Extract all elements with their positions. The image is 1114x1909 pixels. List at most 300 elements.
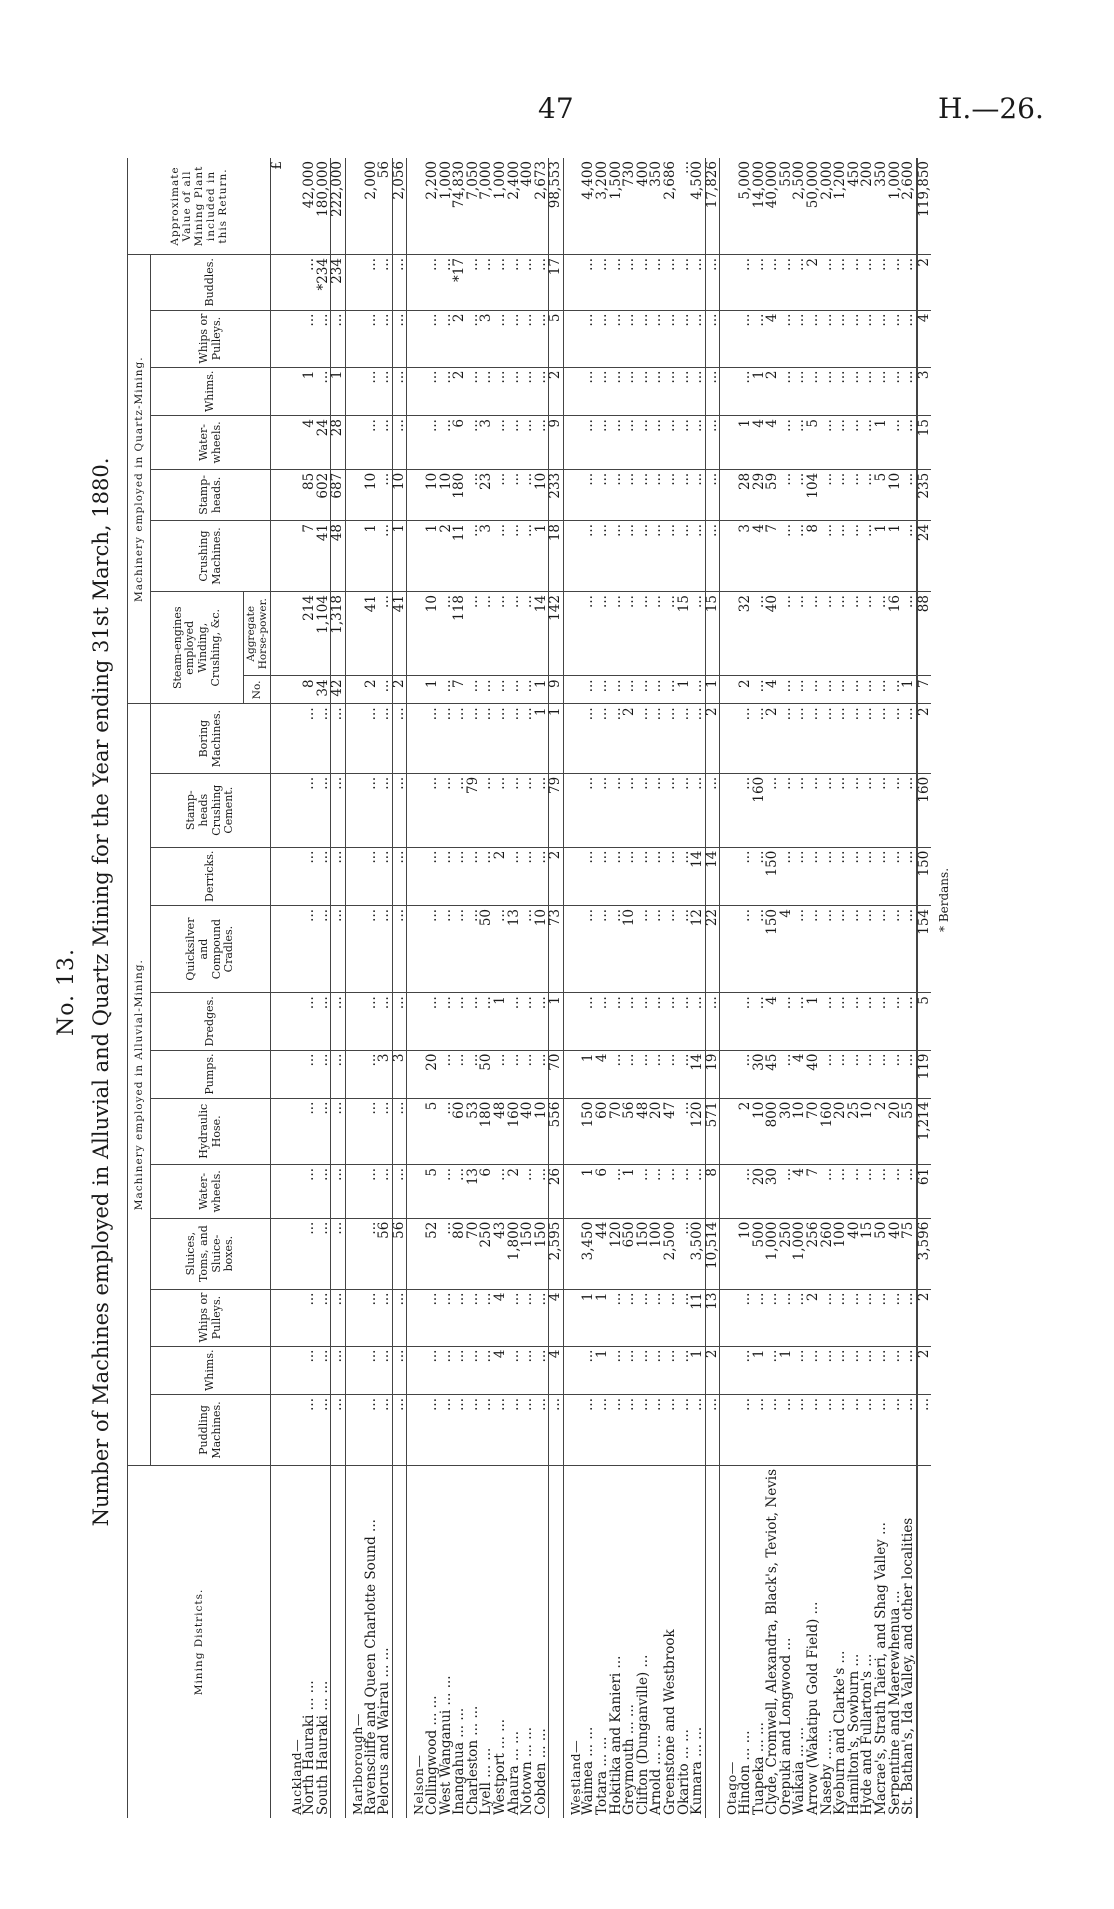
cell: ... <box>780 704 794 773</box>
cell: ... <box>875 1289 889 1346</box>
cell: 50,000 <box>807 158 821 255</box>
cell: ... <box>664 592 678 676</box>
cell: ... <box>508 704 522 773</box>
cell: 1 <box>494 993 508 1050</box>
cell: 260 <box>821 1218 835 1289</box>
district-name <box>917 1465 932 1818</box>
cell: 4 <box>494 1289 508 1346</box>
cell: 1 <box>426 520 440 591</box>
cell: ... <box>664 905 678 992</box>
cell: ... <box>739 704 753 773</box>
cell: 75 <box>902 1218 917 1289</box>
cell: ... <box>753 676 767 704</box>
cell: ... <box>678 158 692 255</box>
cell: 222,000 <box>331 158 346 255</box>
cell: 214 <box>303 592 317 676</box>
cell: ... <box>705 255 720 311</box>
cell: ... <box>780 1289 794 1346</box>
cell: 4 <box>303 416 317 470</box>
cell: ... <box>861 367 875 415</box>
column-header-q-water-wheels: Water-wheels. <box>151 416 271 470</box>
cell: 1,200 <box>834 158 848 255</box>
cell: ... <box>392 1395 407 1466</box>
cell: ... <box>917 1395 932 1466</box>
cell: 233 <box>549 469 564 520</box>
cell: ... <box>426 993 440 1050</box>
cell: 9 <box>549 676 564 704</box>
cell: ... <box>453 1395 467 1466</box>
cell: ... <box>889 905 903 992</box>
cell: ... <box>365 1050 379 1098</box>
cell: 40 <box>766 592 780 676</box>
column-header-derricks: Derricks. <box>151 847 271 905</box>
cell: 70 <box>807 1098 821 1164</box>
cell: ... <box>365 1289 379 1346</box>
cell: ... <box>793 847 807 905</box>
cell: 150 <box>637 1218 651 1289</box>
cell: ... <box>739 1164 753 1218</box>
cell: 1 <box>392 520 407 591</box>
cell: ... <box>596 773 610 847</box>
cell: ... <box>467 520 481 591</box>
cell: 42,000 <box>303 158 317 255</box>
cell: 1 <box>753 1346 767 1394</box>
cell: ... <box>650 367 664 415</box>
cell: ... <box>303 1164 317 1218</box>
cell: 250 <box>480 1218 494 1289</box>
cell: ... <box>848 1395 862 1466</box>
cell: ... <box>753 1395 767 1466</box>
cell: 41 <box>365 592 379 676</box>
cell: ... <box>378 773 392 847</box>
cell: ... <box>303 1395 317 1466</box>
cell: ... <box>821 773 835 847</box>
table-row <box>902 158 917 1818</box>
column-header-q-whips: Whips or Pulleys. <box>151 310 271 367</box>
cell: ... <box>494 773 508 847</box>
cell: 556 <box>549 1098 564 1164</box>
cell: ... <box>392 1289 407 1346</box>
cell: ... <box>303 1218 317 1289</box>
cell: 4 <box>549 1289 564 1346</box>
district-name: St. Bathan's, Ida Valley, and other localities <box>900 1517 917 1815</box>
cell: 56 <box>623 1098 637 1164</box>
cell: ... <box>549 1395 564 1466</box>
cell: ... <box>494 310 508 367</box>
cell: 19 <box>705 1050 720 1098</box>
cell <box>345 416 364 470</box>
column-header-value: Approximate Value of all Mining Plant included in this Return. <box>128 158 271 255</box>
cell: 42 <box>331 676 346 704</box>
cell: ... <box>834 1164 848 1218</box>
cell: 602 <box>317 469 331 520</box>
cell: 55 <box>902 1098 917 1164</box>
region-row <box>720 158 739 1818</box>
cell: ... <box>848 993 862 1050</box>
column-header-water-wheels: Water-wheels. <box>151 1164 271 1218</box>
cell: 800 <box>766 1098 780 1164</box>
cell <box>345 1050 364 1098</box>
table-row <box>467 158 481 1818</box>
cell: ... <box>331 704 346 773</box>
cell: ... <box>705 1395 720 1466</box>
cell: 1,318 <box>331 592 346 676</box>
cell: 1 <box>889 520 903 591</box>
cell: 40 <box>521 1098 535 1164</box>
total-row <box>549 158 564 1818</box>
cell: 160 <box>917 773 932 847</box>
district-name: Macrae's, Strath Taieri, and Shag Valley ... <box>872 1522 889 1815</box>
cell: ... <box>650 704 664 773</box>
cell: ... <box>392 905 407 992</box>
cell: ... <box>392 1346 407 1394</box>
cell: 1 <box>365 520 379 591</box>
cell: 2 <box>875 1098 889 1164</box>
cell: ... <box>426 1346 440 1394</box>
cell <box>345 704 364 773</box>
cell: ... <box>861 847 875 905</box>
cell: ... <box>753 592 767 676</box>
cell: ... <box>739 1050 753 1098</box>
cell: ... <box>521 592 535 676</box>
cell: ... <box>453 1164 467 1218</box>
cell: ... <box>317 905 331 992</box>
cell: ... <box>848 416 862 470</box>
cell: ... <box>303 1289 317 1346</box>
cell: ... <box>902 1395 917 1466</box>
cell: ... <box>610 773 624 847</box>
cell: ... <box>596 847 610 905</box>
cell: ... <box>848 1289 862 1346</box>
cell: ... <box>678 704 692 773</box>
cell: ... <box>365 1346 379 1394</box>
cell: ... <box>875 255 889 311</box>
cell: ... <box>453 1289 467 1346</box>
cell: ... <box>902 847 917 905</box>
cell <box>345 367 364 415</box>
cell: ... <box>821 1289 835 1346</box>
cell: ... <box>834 773 848 847</box>
cell: ... <box>875 310 889 367</box>
cell: ... <box>467 255 481 311</box>
cell: ... <box>664 1289 678 1346</box>
cell: 79 <box>467 773 481 847</box>
cell: ... <box>623 310 637 367</box>
column-header-whips: Whips or Pulleys. <box>151 1289 271 1346</box>
cell: ... <box>678 1346 692 1394</box>
cell: ... <box>508 993 522 1050</box>
cell: ... <box>623 367 637 415</box>
cell: 150 <box>766 847 780 905</box>
cell: ... <box>535 1164 549 1218</box>
total-row <box>705 158 720 1818</box>
cell: ... <box>521 905 535 992</box>
cell: ... <box>426 310 440 367</box>
cell: 17,826 <box>705 158 720 255</box>
cell: 4 <box>753 520 767 591</box>
cell: 2 <box>917 1289 932 1346</box>
cell: 6 <box>480 1164 494 1218</box>
cell: ... <box>535 1346 549 1394</box>
district-name: Orepuki and Longwood ... <box>777 1637 794 1815</box>
cell: ... <box>861 773 875 847</box>
cell: ... <box>664 1395 678 1466</box>
cell: ... <box>637 367 651 415</box>
cell: 1,000 <box>494 158 508 255</box>
cell: 7,000 <box>480 158 494 255</box>
cell: ... <box>494 469 508 520</box>
column-header-puddling: Puddling Machines. <box>151 1395 271 1466</box>
cell: ... <box>848 255 862 311</box>
district-name: Ahaura ... ... <box>505 1730 522 1815</box>
cell: ... <box>623 416 637 470</box>
cell: ... <box>596 704 610 773</box>
cell: 150 <box>521 1218 535 1289</box>
currency-row-blank <box>271 1465 285 1818</box>
cell: ... <box>637 1289 651 1346</box>
cell: 120 <box>610 1218 624 1289</box>
cell: ... <box>807 847 821 905</box>
cell: ... <box>821 416 835 470</box>
table-row <box>494 158 508 1818</box>
cell: 1,800 <box>508 1218 522 1289</box>
cell: ... <box>480 704 494 773</box>
cell: 119,850 <box>917 158 932 255</box>
cell: ... <box>739 255 753 311</box>
cell: 1 <box>535 520 549 591</box>
cell: ... <box>596 993 610 1050</box>
cell: 1 <box>426 676 440 704</box>
cell: ... <box>678 1395 692 1466</box>
cell: 80 <box>453 1218 467 1289</box>
cell: 2 <box>917 1346 932 1394</box>
cell: ... <box>521 367 535 415</box>
cell: ... <box>365 704 379 773</box>
district-name: Marlborough— <box>349 1713 365 1815</box>
district-name <box>705 1465 720 1818</box>
cell: 1 <box>807 993 821 1050</box>
table-row <box>508 158 522 1818</box>
cell: 180,000 <box>317 158 331 255</box>
cell: ... <box>610 1289 624 1346</box>
cell: ... <box>691 469 705 520</box>
cell: ... <box>902 905 917 992</box>
cell: ... <box>902 1346 917 1394</box>
cell: ... <box>834 255 848 311</box>
cell: ... <box>582 993 596 1050</box>
cell: 571 <box>705 1098 720 1164</box>
cell: ... <box>861 704 875 773</box>
cell: 1 <box>303 367 317 415</box>
cell: ... <box>494 416 508 470</box>
cell: 500 <box>753 1218 767 1289</box>
cell: 15 <box>705 592 720 676</box>
cell: 2 <box>807 1289 821 1346</box>
cell: 10 <box>793 1098 807 1164</box>
cell: ... <box>596 1395 610 1466</box>
cell: ... <box>834 1289 848 1346</box>
cell: ... <box>834 993 848 1050</box>
cell: ... <box>623 1346 637 1394</box>
cell: 2 <box>739 676 753 704</box>
cell: ... <box>889 1050 903 1098</box>
cell: 14 <box>535 592 549 676</box>
district-name: Kumara ... ... <box>689 1726 706 1815</box>
cell <box>345 676 364 704</box>
cell: ... <box>426 704 440 773</box>
cell: ... <box>664 847 678 905</box>
cell: 10 <box>440 469 454 520</box>
cell: 1,104 <box>317 592 331 676</box>
cell: ... <box>582 847 596 905</box>
cell: ... <box>508 416 522 470</box>
cell: ... <box>582 592 596 676</box>
cell: ... <box>453 993 467 1050</box>
cell: 47 <box>664 1098 678 1164</box>
cell: ... <box>705 367 720 415</box>
cell: ... <box>378 255 392 311</box>
cell: 2 <box>508 1164 522 1218</box>
cell: ... <box>303 773 317 847</box>
cell: ... <box>378 1289 392 1346</box>
cell: ... <box>440 905 454 992</box>
cell <box>345 310 364 367</box>
cell: 150 <box>535 1218 549 1289</box>
cell: ... <box>664 469 678 520</box>
cell <box>345 592 364 676</box>
cell: 4 <box>917 310 932 367</box>
cell: ... <box>650 469 664 520</box>
cell: 2,600 <box>902 158 917 255</box>
cell: ... <box>834 1395 848 1466</box>
district-name: Clifton (Dunganville) ... <box>634 1654 651 1815</box>
cell: ... <box>637 1346 651 1394</box>
cell: ... <box>521 1164 535 1218</box>
cell: ... <box>480 255 494 311</box>
cell: ... <box>889 310 903 367</box>
cell: ... <box>793 1346 807 1394</box>
cell: ... <box>535 773 549 847</box>
cell: 5 <box>875 469 889 520</box>
cell: ... <box>793 1289 807 1346</box>
cell: ... <box>691 704 705 773</box>
cell: ... <box>807 367 821 415</box>
cell: 2 <box>365 676 379 704</box>
cell: ... <box>480 847 494 905</box>
cell: 4 <box>793 1164 807 1218</box>
cell: ... <box>596 367 610 415</box>
cell: ... <box>637 1164 651 1218</box>
column-header-whims: Whims. <box>151 1346 271 1394</box>
cell: 1 <box>535 704 549 773</box>
cell: ... <box>889 847 903 905</box>
cell <box>345 520 364 591</box>
cell: 3 <box>480 520 494 591</box>
cell: 4 <box>494 1346 508 1394</box>
cell: 5 <box>807 416 821 470</box>
cell: ... <box>582 773 596 847</box>
cell: ... <box>793 592 807 676</box>
cell: ... <box>596 469 610 520</box>
cell: ... <box>861 676 875 704</box>
cell: ... <box>875 676 889 704</box>
cell: ... <box>378 520 392 591</box>
column-header-boring: Boring Machines. <box>151 704 271 773</box>
cell: ... <box>467 1395 481 1466</box>
cell: 350 <box>875 158 889 255</box>
cell: ... <box>331 1346 346 1394</box>
cell: ... <box>426 1395 440 1466</box>
cell: 20 <box>834 1098 848 1164</box>
cell: ... <box>821 1346 835 1394</box>
cell: 30 <box>753 1050 767 1098</box>
cell: ... <box>848 367 862 415</box>
cell: 1 <box>753 367 767 415</box>
cell: ... <box>902 310 917 367</box>
cell: ... <box>392 847 407 905</box>
cell: ... <box>623 469 637 520</box>
cell: ... <box>637 905 651 992</box>
cell: ... <box>440 592 454 676</box>
cell: ... <box>861 905 875 992</box>
cell: ... <box>521 1395 535 1466</box>
cell: 10 <box>535 905 549 992</box>
cell: ... <box>889 1395 903 1466</box>
page-number: 47 <box>538 92 574 125</box>
cell: ... <box>610 704 624 773</box>
region-row <box>563 158 582 1818</box>
cell: 2 <box>549 847 564 905</box>
cell: 85 <box>303 469 317 520</box>
cell: ... <box>678 1098 692 1164</box>
cell: 9 <box>549 416 564 470</box>
column-header-steam: Steam-engines employed Winding, Crushing, &c. <box>151 592 244 704</box>
table-row <box>650 158 664 1818</box>
cell: ... <box>480 993 494 1050</box>
district-name: Notown ... ... <box>519 1726 536 1815</box>
cell: 2,500 <box>664 1218 678 1289</box>
cell: 28 <box>331 416 346 470</box>
cell: 1 <box>331 367 346 415</box>
district-name: Waimea ... ... <box>580 1726 597 1815</box>
cell: ... <box>691 773 705 847</box>
cell: ... <box>664 676 678 704</box>
cell: ... <box>678 367 692 415</box>
cell: ... <box>582 469 596 520</box>
table-row <box>875 158 889 1818</box>
cell: 11 <box>691 1289 705 1346</box>
cell: ... <box>861 592 875 676</box>
cell: ... <box>426 905 440 992</box>
cell: ... <box>467 367 481 415</box>
cell: ... <box>494 1164 508 1218</box>
cell: 1,000 <box>889 158 903 255</box>
cell: ... <box>317 704 331 773</box>
cell: 3,450 <box>582 1218 596 1289</box>
cell: ... <box>637 310 651 367</box>
cell: 104 <box>807 469 821 520</box>
cell: 180 <box>453 469 467 520</box>
cell: ... <box>739 847 753 905</box>
cell: ... <box>440 1346 454 1394</box>
cell: ... <box>705 310 720 367</box>
cell: ... <box>889 704 903 773</box>
cell: ... <box>705 416 720 470</box>
cell <box>345 255 364 311</box>
cell <box>345 158 364 255</box>
cell: ... <box>664 773 678 847</box>
cell: ... <box>691 676 705 704</box>
